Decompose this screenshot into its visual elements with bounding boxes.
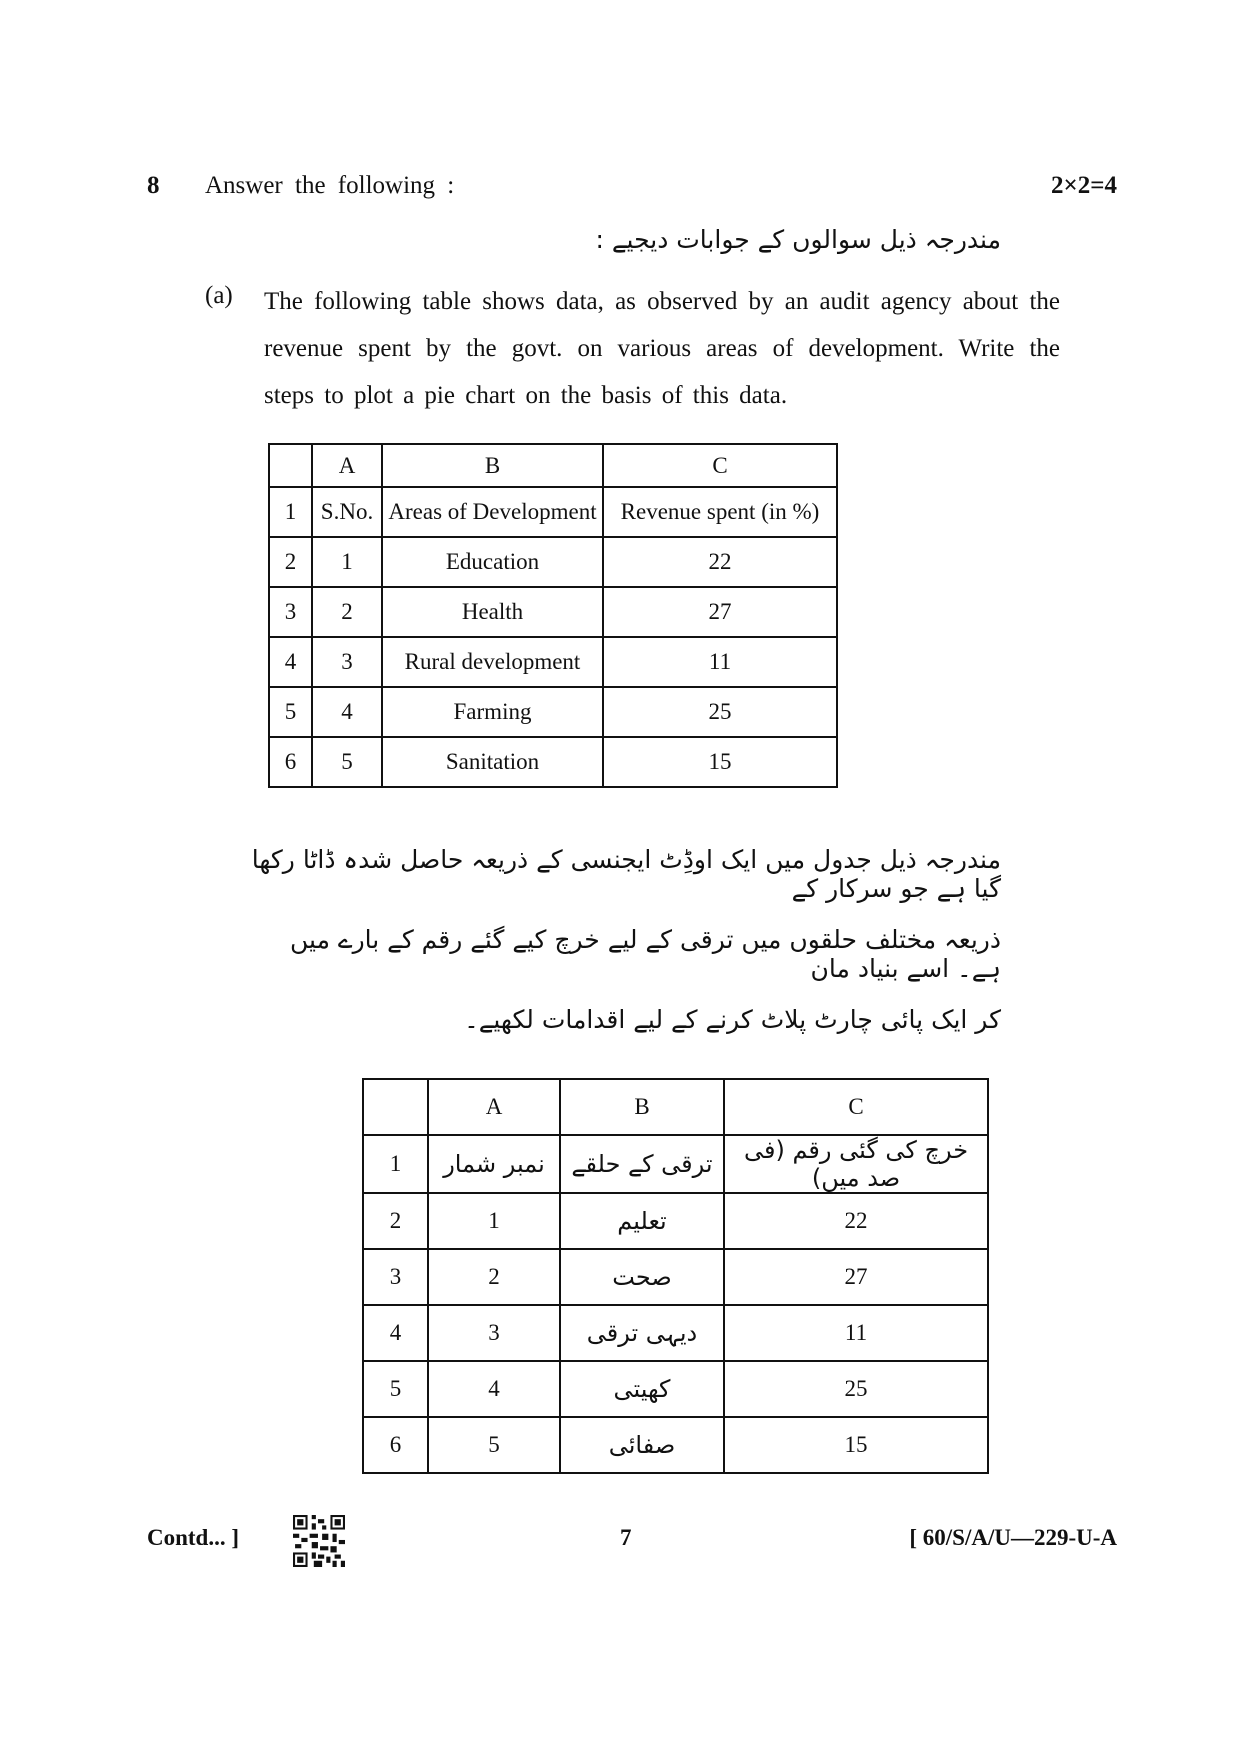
cell-revenue: 27 <box>603 587 837 637</box>
table-header-row <box>269 444 837 487</box>
row-number: 2 <box>363 1193 428 1249</box>
table-corner-cell <box>363 1079 428 1135</box>
table-header-row <box>363 1079 988 1135</box>
row-number: 4 <box>363 1305 428 1361</box>
cell-sno: 1 <box>428 1193 560 1249</box>
column-letter: B <box>560 1079 724 1135</box>
column-letter: C <box>724 1079 988 1135</box>
urdu-question-line-1: مندرجہ ذیل جدول میں ایک اوڈِٹ ایجنسی کے ذریعہ حاصل شدہ ڈاٹا رکھا گیا ہے جو سرکار کے <box>251 845 1001 903</box>
table-row <box>269 687 837 737</box>
table-row <box>269 487 837 537</box>
english-data-table <box>268 443 838 788</box>
table-row <box>269 637 837 687</box>
cell-revenue: 22 <box>603 537 837 587</box>
urdu-question-line-2: ذریعہ مختلف حلقوں میں ترقی کے لیے خرچ کیے گئے رقم کے بارے میں ہے۔ اسے بنیاد مان <box>290 925 1001 983</box>
table-row <box>269 537 837 587</box>
row-number: 6 <box>363 1417 428 1473</box>
cell-sno: 3 <box>312 637 382 687</box>
row-number: 5 <box>363 1361 428 1417</box>
cell-sno: 1 <box>312 537 382 587</box>
urdu-instruction: مندرجہ ذیل سوالوں کے جوابات دیجیے : <box>595 225 1001 254</box>
cell-sno: 3 <box>428 1305 560 1361</box>
cell-sno: 2 <box>428 1249 560 1305</box>
column-letter: A <box>312 444 382 487</box>
cell-area: Sanitation <box>382 737 603 787</box>
cell-area: Rural development <box>382 637 603 687</box>
row-number: 5 <box>269 687 312 737</box>
paper-code: [ 60/S/A/U—229-U-A <box>909 1525 1117 1550</box>
table-row <box>269 737 837 787</box>
page-number: 7 <box>620 1525 632 1550</box>
row-number: 4 <box>269 637 312 687</box>
cell-revenue: 11 <box>603 637 837 687</box>
table-row <box>363 1249 988 1305</box>
table-row <box>269 587 837 637</box>
part-a-text: The following table shows data, as observed by an audit agency about the revenue spent by the govt. on various areas of development. Write the steps to plot a pie chart on the basis of this data. <box>264 288 1060 409</box>
table-row <box>363 1361 988 1417</box>
cell-area: صفائی <box>560 1417 724 1473</box>
urdu-data-table <box>362 1078 989 1474</box>
cell-sno: 4 <box>428 1361 560 1417</box>
cell-revenue: 27 <box>724 1249 988 1305</box>
row-number: 2 <box>269 537 312 587</box>
table-row <box>363 1135 988 1193</box>
column-letter: C <box>603 444 837 487</box>
cell-sno: 5 <box>312 737 382 787</box>
row-number: 3 <box>269 587 312 637</box>
cell-area: Areas of Development <box>382 487 603 537</box>
row-number: 1 <box>363 1135 428 1193</box>
column-letter: A <box>428 1079 560 1135</box>
cell-revenue: خرچ کی گئی رقم (فی صد میں) <box>724 1135 988 1193</box>
cell-sno: 2 <box>312 587 382 637</box>
cell-area: Health <box>382 587 603 637</box>
qr-code-icon <box>293 1515 345 1567</box>
question-marks: 2×2=4 <box>1051 172 1117 199</box>
table-row <box>363 1305 988 1361</box>
cell-sno: نمبر شمار <box>428 1135 560 1193</box>
cell-area: ترقی کے حلقے <box>560 1135 724 1193</box>
cell-revenue: 15 <box>603 737 837 787</box>
cell-area: Education <box>382 537 603 587</box>
cell-revenue: Revenue spent (in %) <box>603 487 837 537</box>
contd-label: Contd... ] <box>147 1525 240 1550</box>
cell-revenue: 22 <box>724 1193 988 1249</box>
urdu-question-line-3: کر ایک پائی چارٹ پلاٹ کرنے کے لیے اقدامات لکھیے۔ <box>464 1005 1001 1034</box>
part-a-label: (a) <box>205 282 233 309</box>
cell-area: تعلیم <box>560 1193 724 1249</box>
cell-revenue: 11 <box>724 1305 988 1361</box>
row-number: 1 <box>269 487 312 537</box>
column-letter: B <box>382 444 603 487</box>
table-row <box>363 1193 988 1249</box>
cell-area: دیہی ترقی <box>560 1305 724 1361</box>
cell-revenue: 15 <box>724 1417 988 1473</box>
question-number: 8 <box>147 172 160 199</box>
cell-sno: 5 <box>428 1417 560 1473</box>
cell-area: صحت <box>560 1249 724 1305</box>
cell-revenue: 25 <box>603 687 837 737</box>
table-corner-cell <box>269 444 312 487</box>
cell-revenue: 25 <box>724 1361 988 1417</box>
cell-sno: S.No. <box>312 487 382 537</box>
row-number: 6 <box>269 737 312 787</box>
row-number: 3 <box>363 1249 428 1305</box>
cell-area: کھیتی <box>560 1361 724 1417</box>
question-text: Answer the following : <box>205 172 455 199</box>
cell-area: Farming <box>382 687 603 737</box>
cell-sno: 4 <box>312 687 382 737</box>
table-row <box>363 1417 988 1473</box>
